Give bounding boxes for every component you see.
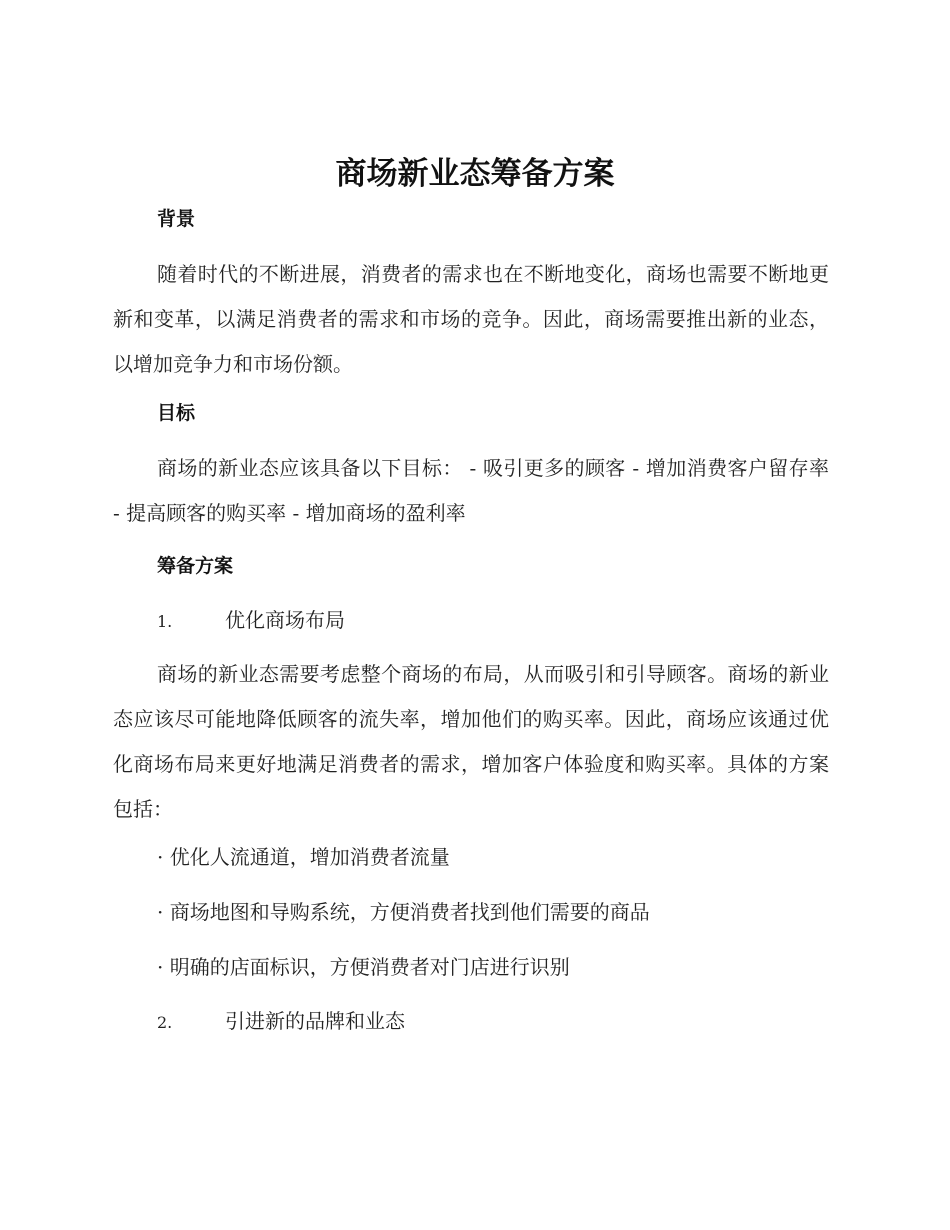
item-number: 2. xyxy=(157,1013,173,1032)
numbered-item-2 xyxy=(157,1006,405,1038)
heading-background: 背景 xyxy=(157,208,196,230)
heading-plan: 筹备方案 xyxy=(157,555,234,577)
numbered-item-1 xyxy=(157,605,345,637)
item-label: 引进新的品牌和业态 xyxy=(225,1009,405,1033)
heading-goal: 目标 xyxy=(157,402,196,424)
item-number: 1. xyxy=(157,612,173,631)
document-title: 商场新业态筹备方案 xyxy=(335,156,615,192)
bullet-item: · 优化人流通道，增加消费者流量 xyxy=(157,845,450,869)
paragraph-background: 随着时代的不断进展，消费者的需求也在不断地变化，商场也需要不断地更新和变革，以满足消费者的需求和市场的竞争。因此，商场需要推出新的业态，以增加竞争力和市场份额。 xyxy=(113,262,829,376)
paragraph-layout: 商场的新业态需要考虑整个商场的布局，从而吸引和引导顾客。商场的新业态应该尽可能地降低顾客的流失率，增加他们的购买率。因此，商场应该通过优化商场布局来更好地满足消费者的需求，增加客户体验度和购买率。具体的方案包括： xyxy=(113,662,829,821)
item-label: 优化商场布局 xyxy=(225,608,345,632)
paragraph-goal: 商场的新业态应该具备以下目标： - 吸引更多的顾客 - 增加消费客户留存率 - 提高顾客的购买率 - 增加商场的盈利率 xyxy=(113,456,829,525)
bullet-item: · 商场地图和导购系统，方便消费者找到他们需要的商品 xyxy=(157,900,650,924)
bullet-item: · 明确的店面标识，方便消费者对门店进行识别 xyxy=(157,955,570,979)
